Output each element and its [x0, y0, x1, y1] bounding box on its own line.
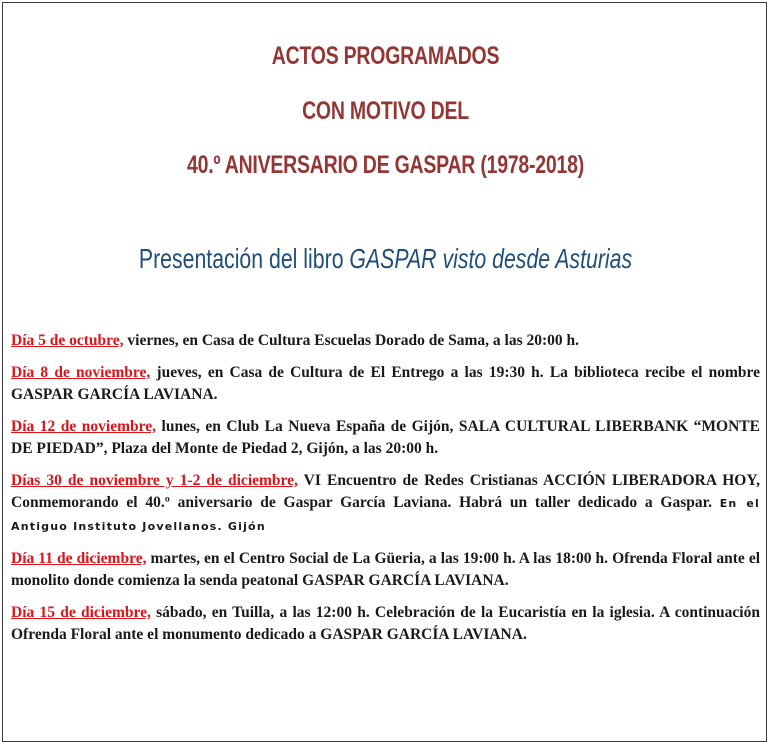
event-date: Días 30 de noviembre y 1-2 de diciembre, [11, 472, 298, 489]
event-text: jueves, en Casa de Cultura de El Entrego a las 19:30 h. La biblioteca recibe el nombre GASPAR GARCÍA LAVIANA. [11, 364, 760, 403]
event-date: Día 8 de noviembre, [11, 364, 151, 381]
subtitle-prefix: Presentación del libro [138, 243, 350, 274]
event-venue-note: En el Antiguo Instituto Jovellanos. Gijón [11, 497, 760, 533]
title-line-2: CON MOTIVO DEL [302, 97, 469, 125]
event-text: viernes, en Casa de Cultura Escuelas Dorado de Sama, a las 20:00 h. [123, 332, 580, 349]
event-item [11, 330, 760, 352]
book-presentation-subtitle [93, 243, 679, 275]
event-date: Día 5 de octubre, [11, 332, 124, 349]
event-item [11, 602, 760, 646]
title-line-1: ACTOS PROGRAMADOS [271, 42, 500, 70]
event-date: Día 12 de noviembre, [11, 418, 156, 435]
title-line-3: 40.º ANIVERSARIO DE GASPAR (1978-2018) [186, 151, 585, 179]
event-date: Día 11 de diciembre, [11, 550, 147, 567]
event-date: Día 15 de diciembre, [11, 604, 151, 621]
event-text: martes, en el Centro Social de La Güeria, a las 19:00 h. A las 18:00 h. Ofrenda Floral ante el monolito donde comienza la senda peatonal GASPAR GARCÍA LAVIANA. [11, 550, 760, 589]
event-item [11, 548, 760, 592]
event-item [11, 470, 760, 538]
event-item [11, 416, 760, 460]
event-text: sábado, en Tuilla, a las 12:00 h. Celebración de la Eucaristía en la iglesia. A continuación Ofrenda Floral ante el monumento dedicado a GASPAR GARCÍA LAVIANA. [11, 604, 760, 643]
events-list [11, 330, 760, 656]
event-text: lunes, en Club La Nueva España de Gijón, SALA CULTURAL LIBERBANK “MONTE DE PIEDAD”, Plaza del Monte de Piedad 2, Gijón, a las 20:00 h. [11, 418, 760, 457]
event-text: VI Encuentro de Redes Cristianas ACCIÓN LIBERADORA HOY, Conmemorando el 40.º aniversario de Gaspar García Laviana. Habrá un taller dedicado a Gaspar. [11, 472, 760, 511]
event-item [11, 362, 760, 406]
book-title: GASPAR visto desde Asturias [349, 243, 633, 274]
